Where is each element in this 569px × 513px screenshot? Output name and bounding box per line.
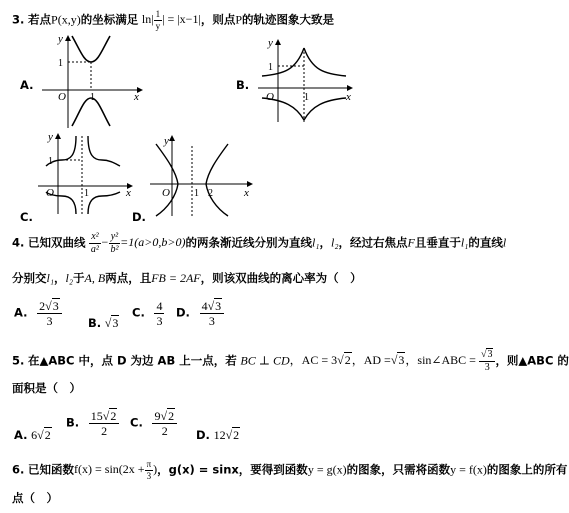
q5-stem-line1: 5. 在▲ABC 中，点 D 为边 AB 上一点，若 BC ⊥ CD，AC = 3√2，AD =√3，sin∠ABC = $\frac{√3}{3}$ ，则▲ABC 的 (12, 349, 569, 373)
q5-stem-line2: 面积是（ ） (12, 381, 81, 395)
q3-option-d-label[interactable]: D. (132, 210, 146, 224)
svg-text:1: 1 (58, 58, 63, 69)
q4-option-c[interactable]: C. $\frac{4}{3}$ (132, 299, 163, 328)
svg-text:1: 1 (304, 92, 309, 103)
q4-hyperbola-equation: $\frac{\text{x²}}{\text{a²}}$ − $\frac{\text{y²}}{\text{b²}}$ =1(a>0,b>0) (90, 231, 186, 255)
svg-text:y: y (58, 33, 63, 45)
q3-option-b-label[interactable]: B. (236, 78, 250, 92)
q3-condition: ln| $\frac{1}{y}$ | = |x−1| (141, 9, 201, 31)
svg-text:1: 1 (90, 92, 95, 103)
q3-stem: 3. 若点P(x,y)的坐标满足 ln| $\frac{1}{y}$ | = |x−1|，则点P的轨迹图象大致是 (12, 9, 335, 31)
svg-text:y: y (48, 131, 53, 143)
svg-text:y: y (268, 37, 273, 49)
svg-text:x: x (244, 187, 249, 199)
svg-text:O: O (58, 91, 66, 103)
svg-text:1: 1 (194, 188, 199, 199)
q4-stem-line1: 4. 已知双曲线 $\frac{\text{x²}}{\text{a²}}$ − $\frac{\text{y²}}{\text{b²}}$ =1(a>0,b>0)的两条渐近线分别为直线l₁，l₂，经过右焦点F且垂直于l₁的直线l (12, 231, 507, 255)
svg-text:1: 1 (268, 62, 273, 73)
svg-text:1: 1 (84, 188, 89, 199)
q6-stem-line2: 点（ ） (12, 491, 58, 505)
svg-text:O: O (162, 187, 170, 199)
svg-text:x: x (126, 187, 131, 199)
q3-graph-b (256, 36, 356, 126)
q4-stem-line2: 分别交l₁，l₂于A, B两点，且FB = 2AF，则该双曲线的离心率为（ ） (12, 271, 362, 285)
q3-graph-c (36, 130, 136, 216)
q4-option-a[interactable]: A. $\frac{2√3}{3}$ (14, 300, 62, 327)
q6-stem-line1: 6. 已知函数f(x) = sin(2x + $\frac{\pi}{3}$ )，g(x) = sinx，要得到函数y = g(x)的图象，只需将函数y = f(x)的图象上的所有 (12, 459, 568, 481)
svg-text:2: 2 (208, 188, 213, 199)
svg-text:x: x (346, 91, 351, 103)
q3-option-a-label[interactable]: A. (20, 78, 34, 92)
q4-option-d[interactable]: D. $\frac{4√3}{3}$ (176, 300, 224, 327)
q5-option-a[interactable]: A. 6√2 (14, 428, 51, 442)
svg-text:O: O (266, 91, 274, 103)
q3-graph-a (38, 32, 148, 130)
svg-text:O: O (46, 187, 54, 199)
q5-option-d[interactable]: D. 12√2 (196, 428, 240, 442)
q5-option-c[interactable]: C. $\frac{9√2}{2}$ (130, 410, 177, 437)
svg-text:1: 1 (48, 156, 53, 167)
q4-option-b[interactable]: B. √3 (88, 316, 119, 330)
q3-graph-d (148, 132, 258, 218)
q3-option-c-label[interactable]: C. (20, 210, 33, 224)
svg-text:x: x (134, 91, 139, 103)
q5-option-b[interactable]: B. $\frac{15√2}{2}$ (66, 410, 119, 437)
svg-text:y: y (164, 135, 169, 147)
